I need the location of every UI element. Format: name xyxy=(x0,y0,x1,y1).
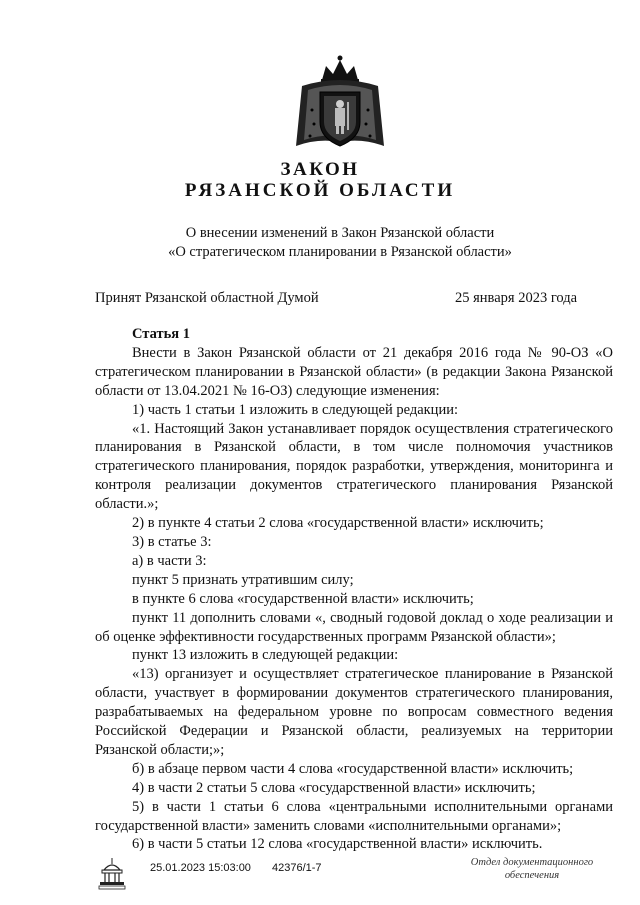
paragraph: 5) в части 1 статьи 6 слова «центральными исполнительными органами государственной власти» заменить словами «исполнительными органами»; xyxy=(95,798,613,834)
adoption-date: 25 января 2023 года xyxy=(455,290,578,306)
department-line-2: обеспечения xyxy=(504,870,560,881)
coat-of-arms-icon xyxy=(292,50,388,154)
paragraph: 2) в пункте 4 статьи 2 слова «государственной власти» исключить; xyxy=(132,515,544,532)
article-title: Статья 1 xyxy=(132,326,190,342)
law-region: РЯЗАНСКОЙ ОБЛАСТИ xyxy=(184,180,456,201)
registration-timestamp: 25.01.2023 15:03:00 xyxy=(150,862,251,874)
paragraph: а) в части 3: xyxy=(132,552,207,569)
paragraph: 1) часть 1 статьи 1 изложить в следующей редакции: xyxy=(132,401,458,418)
paragraph: 6) в части 5 статьи 12 слова «государственной власти» исключить. xyxy=(132,836,543,853)
article-body xyxy=(95,325,613,854)
paragraph: «1. Настоящий Закон устанавливает порядок осуществления стратегического планирования в Рязанской области, в том числе полномочия участников стратегического планирования, порядок разработки, утверждения, мониторинга и контроля реализации документов стратегического планирования Рязанской области.»; xyxy=(95,420,613,513)
paragraph: 4) в части 2 статьи 5 слова «государственной власти» исключить; xyxy=(132,779,536,796)
paragraph: Внести в Закон Рязанской области от 21 декабря 2016 года № 90-ОЗ «О стратегическом планировании в Рязанской области» (в редакции Закона Рязанской области от 13.04.2021 № 16-ОЗ) следующие изменения: xyxy=(95,344,613,399)
paragraph: в пункте 6 слова «государственной власти» исключить; xyxy=(132,590,474,607)
paragraph: «13) организует и осуществляет стратегическое планирование в Рязанской области, участвует в формировании документов стратегического планирования, разрабатываемых на федеральном уровне по вопросам совместного ведения Российской Федерации и Рязанской области, реализуемых на территории Рязанской области;»; xyxy=(95,666,613,758)
paragraph: б) в абзаце первом части 4 слова «государственной власти» исключить; xyxy=(132,760,574,777)
duma-building-icon xyxy=(96,856,128,890)
registration-number: 42376/1-7 xyxy=(272,862,322,874)
adoption-label: Принят Рязанской областной Думой xyxy=(95,290,319,306)
law-subject-line-1: О внесении изменений в Закон Рязанской области xyxy=(185,225,495,241)
paragraph: пункт 5 признать утратившим силу; xyxy=(132,571,354,588)
paragraph: 3) в статье 3: xyxy=(132,533,212,550)
paragraph: пункт 11 дополнить словами «, сводный годовой доклад о ходе реализации и об оценке эффективности государственных программ Рязанской области»; xyxy=(95,609,613,645)
department-line-1: Отдел документационного xyxy=(470,857,594,868)
paragraph: пункт 13 изложить в следующей редакции: xyxy=(132,647,399,664)
registration-footer xyxy=(0,856,640,896)
department-stamp xyxy=(452,856,612,882)
law-title: ЗАКОН xyxy=(280,159,360,180)
law-subject-line-2: «О стратегическом планировании в Рязанской области» xyxy=(168,244,512,260)
